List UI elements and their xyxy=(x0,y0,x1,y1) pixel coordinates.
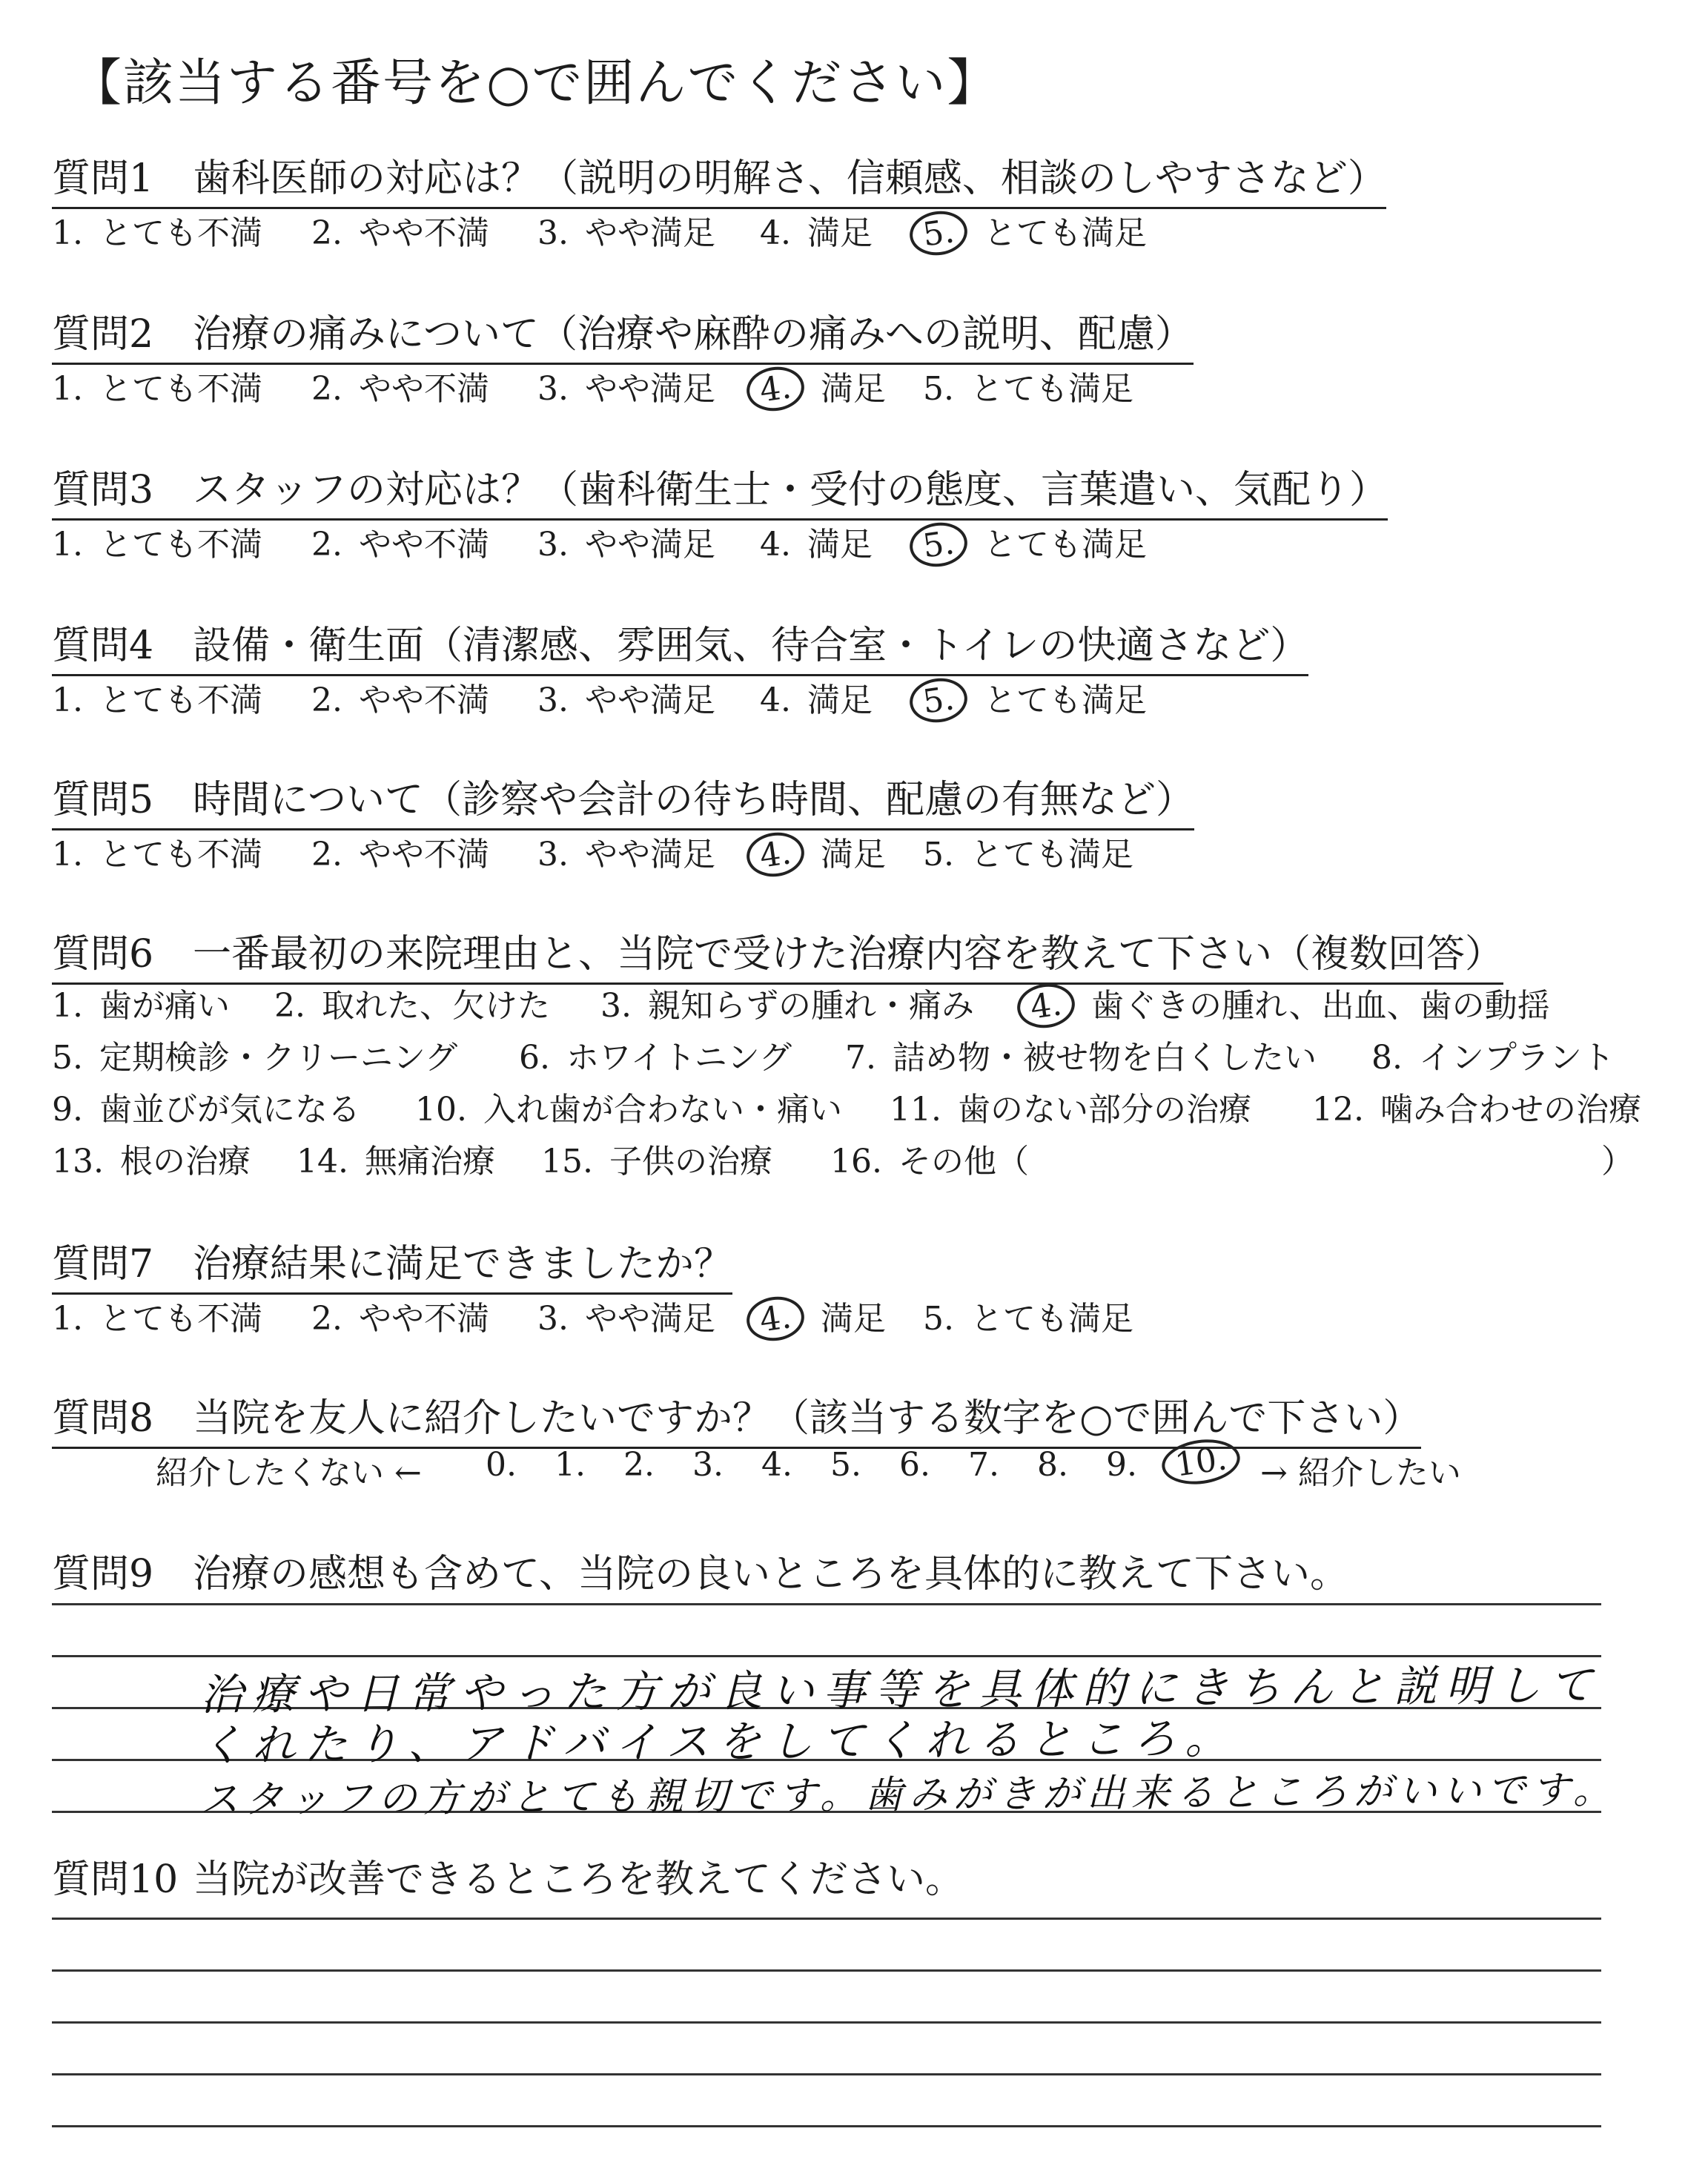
option-label: とても不満 xyxy=(99,1300,262,1338)
rating-option-4-selected[interactable] xyxy=(757,362,886,410)
option-label: やや不満 xyxy=(358,681,489,719)
option-label: とても満足 xyxy=(983,214,1147,252)
rating-option-3[interactable] xyxy=(537,206,715,254)
answer-line xyxy=(52,2125,1601,2127)
question-4-heading xyxy=(52,614,1308,676)
option-number: 1. xyxy=(52,214,83,252)
option-label: 取れた、欠けた xyxy=(321,987,550,1025)
option-number: 1. xyxy=(52,681,83,719)
question-number: 質問5 xyxy=(52,778,154,822)
question-number: 質問2 xyxy=(52,312,154,357)
question-5-heading xyxy=(52,768,1194,830)
q6-option-5[interactable] xyxy=(52,1031,457,1078)
option-label: やや満足 xyxy=(584,526,715,564)
scale-value-6[interactable]: 6. xyxy=(899,1446,930,1484)
option-number: 2. xyxy=(311,526,342,564)
answer-line xyxy=(52,1603,1601,1605)
question-2-heading xyxy=(52,303,1194,365)
q6-option-10[interactable] xyxy=(415,1083,842,1130)
rating-option-2[interactable] xyxy=(311,518,489,565)
question-number: 質問10 xyxy=(52,1857,179,1902)
handwritten-answer-line-2: くれたり、アドバイスをしてくれるところ。 xyxy=(199,1713,1237,1771)
q6-option-13[interactable] xyxy=(52,1135,251,1182)
option-label: とても不満 xyxy=(99,836,262,873)
handwritten-answer-line-3: スタッフの方がとても親切です。歯みがきが出来るところがいいです。 xyxy=(199,1768,1618,1823)
question-text: 時間について（診察や会計の待ち時間、配慮の有無など） xyxy=(193,778,1194,822)
option-number: 3. xyxy=(537,681,569,719)
question-9-heading xyxy=(52,1542,1348,1602)
rating-option-4[interactable] xyxy=(760,518,873,565)
q6-option-4-selected[interactable] xyxy=(1027,979,1550,1027)
rating-option-5-selected[interactable] xyxy=(920,673,1147,721)
q6-option-7[interactable] xyxy=(845,1031,1317,1078)
scale-value-4[interactable]: 4. xyxy=(761,1446,792,1484)
option-number: 6. xyxy=(519,1039,550,1077)
option-label: 入れ歯が合わない・痛い xyxy=(483,1091,842,1129)
option-label: とても不満 xyxy=(99,526,262,564)
selected-circle: 4. xyxy=(744,829,807,880)
option-label: とても満足 xyxy=(970,370,1133,408)
question-number: 質問4 xyxy=(52,624,154,668)
question-7-heading xyxy=(52,1232,732,1295)
option-label: やや不満 xyxy=(358,526,489,564)
option-number: 2. xyxy=(311,681,342,719)
option-number: 9. xyxy=(52,1091,83,1129)
rating-option-5[interactable] xyxy=(923,828,1133,875)
handwritten-answer-line-1: 治療や日常やった方が良い事等を具体的にきちんと説明して xyxy=(199,1659,1602,1720)
option-label: ） xyxy=(1601,1143,1634,1180)
option-label: やや満足 xyxy=(584,681,715,719)
option-number: 3. xyxy=(600,987,632,1025)
question-number: 質問6 xyxy=(52,932,154,977)
q6-option-12[interactable] xyxy=(1312,1083,1641,1130)
scale-value-8[interactable]: 8. xyxy=(1037,1446,1068,1484)
option-number: 4. xyxy=(760,681,791,719)
option-label: 定期検診・クリーニング xyxy=(99,1039,458,1077)
scale-value-5[interactable]: 5. xyxy=(830,1446,861,1484)
option-label: 無痛治療 xyxy=(364,1143,495,1180)
option-label: 子供の治療 xyxy=(609,1143,772,1180)
scale-value-3[interactable]: 3. xyxy=(692,1446,724,1484)
option-number: 3. xyxy=(537,1300,569,1338)
rating-option-5[interactable] xyxy=(923,1292,1133,1339)
scale-value-7[interactable]: 7. xyxy=(968,1446,999,1484)
q6-option-3[interactable] xyxy=(600,979,974,1026)
scale-value-1[interactable]: 1. xyxy=(555,1446,586,1484)
option-label: とても満足 xyxy=(983,681,1147,719)
option-number: 2. xyxy=(311,836,342,873)
answer-line xyxy=(52,1969,1601,1972)
option-label: とても満足 xyxy=(983,526,1147,564)
option-number: 4. xyxy=(760,526,791,564)
q6-option-6[interactable] xyxy=(519,1031,792,1078)
option-number: 15. xyxy=(541,1143,593,1180)
option-label: とても不満 xyxy=(99,370,262,408)
q6-option-1[interactable] xyxy=(52,979,230,1026)
option-number: 10. xyxy=(415,1091,467,1129)
rating-option-2[interactable] xyxy=(311,673,489,721)
rating-option-1[interactable] xyxy=(52,1292,262,1339)
option-number: 5. xyxy=(923,836,954,873)
option-label: 歯のない部分の治療 xyxy=(957,1091,1251,1129)
option-label: やや満足 xyxy=(584,214,715,252)
scale-value-9[interactable]: 9. xyxy=(1106,1446,1137,1484)
option-number: 13. xyxy=(52,1143,104,1180)
rating-option-2[interactable] xyxy=(311,362,489,409)
option-label: 満足 xyxy=(820,1300,886,1338)
option-label: 歯並びが気になる xyxy=(99,1091,360,1129)
option-label: やや不満 xyxy=(358,836,489,873)
selected-circle: 5. xyxy=(907,519,970,570)
selected-circle: 4. xyxy=(1014,980,1077,1031)
option-label: やや満足 xyxy=(584,1300,715,1338)
q6-option-8[interactable] xyxy=(1371,1031,1615,1078)
question-1-heading xyxy=(52,147,1386,209)
rating-option-1[interactable] xyxy=(52,206,262,254)
question-number: 質問3 xyxy=(52,468,154,512)
option-label: とても不満 xyxy=(99,681,262,719)
option-label: やや満足 xyxy=(584,370,715,408)
option-number: 14. xyxy=(297,1143,348,1180)
q6-option-11[interactable] xyxy=(890,1083,1251,1130)
rating-option-4-selected[interactable] xyxy=(757,828,886,876)
option-label: とても満足 xyxy=(970,836,1133,873)
question-number: 質問1 xyxy=(52,156,154,201)
option-label: やや満足 xyxy=(584,836,715,873)
q6-option-9[interactable] xyxy=(52,1083,360,1130)
question-number: 質問7 xyxy=(52,1242,154,1287)
rating-option-2[interactable] xyxy=(311,828,489,875)
option-number: 11. xyxy=(890,1091,941,1129)
option-label: インプラント xyxy=(1418,1039,1615,1077)
answer-line xyxy=(52,2021,1601,2024)
question-text: 歯科医師の対応は？（説明の明解さ、信頼感、相談のしやすさなど） xyxy=(193,156,1386,201)
option-label: 根の治療 xyxy=(119,1143,251,1180)
option-label: 満足 xyxy=(820,836,886,873)
option-label: 親知らずの腫れ・痛み xyxy=(647,987,974,1025)
option-number: 5. xyxy=(923,370,954,408)
option-label: 詰め物・被せ物を白くしたい xyxy=(892,1039,1317,1077)
rating-option-2[interactable] xyxy=(311,1292,489,1339)
option-number: 3. xyxy=(537,370,569,408)
question-text: 治療の感想も含めて、当院の良いところを具体的に教えて下さい。 xyxy=(193,1552,1348,1596)
rating-option-3[interactable] xyxy=(537,828,715,875)
option-number: 2. xyxy=(311,1300,342,1338)
option-number: 12. xyxy=(1312,1091,1364,1129)
rating-option-3[interactable] xyxy=(537,362,715,409)
option-number: 2. xyxy=(311,370,342,408)
option-label: 歯ぐきの腫れ、出血、歯の動揺 xyxy=(1090,987,1550,1025)
option-label: その他（ xyxy=(898,1143,1029,1180)
question-3-heading xyxy=(52,458,1388,521)
rating-option-3[interactable] xyxy=(537,1292,715,1339)
scale-right-label: → 紹介したい xyxy=(1260,1454,1461,1492)
rating-option-1[interactable] xyxy=(52,518,262,565)
question-text: 設備・衛生面（清潔感、雰囲気、待合室・トイレの快適さなど） xyxy=(193,624,1309,668)
rating-option-1[interactable] xyxy=(52,828,262,875)
answer-line xyxy=(52,1918,1601,1920)
option-label: やや不満 xyxy=(358,370,489,408)
scale-value-0[interactable]: 0. xyxy=(486,1446,517,1484)
option-number: 8. xyxy=(1371,1039,1403,1077)
question-text: 当院を友人に紹介したいですか？（該当する数字を○で囲んで下さい） xyxy=(193,1396,1422,1441)
option-label: やや不満 xyxy=(358,1300,489,1338)
option-number: 1. xyxy=(52,1300,83,1338)
question-text: 治療の痛みについて（治療や麻酔の痛みへの説明、配慮） xyxy=(193,312,1194,357)
rating-option-2[interactable] xyxy=(311,206,489,254)
option-number: 3. xyxy=(537,836,569,873)
q6-option-14[interactable] xyxy=(297,1135,495,1182)
option-number: 7. xyxy=(845,1039,876,1077)
option-number: 5. xyxy=(52,1039,83,1077)
scale-value-10-selected[interactable]: 10. xyxy=(1159,1435,1242,1489)
page-title: 【該当する番号を○で囲んでください】 xyxy=(71,54,999,113)
option-number: 3. xyxy=(537,526,569,564)
option-label: 噛み合わせの治療 xyxy=(1380,1091,1641,1129)
option-label: 満足 xyxy=(807,681,873,719)
question-number: 質問9 xyxy=(52,1552,154,1596)
question-text: スタッフの対応は？（歯科衛生士・受付の態度、言葉遣い、気配り） xyxy=(193,468,1388,512)
rating-option-5-selected[interactable] xyxy=(920,518,1147,566)
rating-option-1[interactable] xyxy=(52,362,262,409)
rating-option-4-selected[interactable] xyxy=(757,1292,886,1340)
q6-option-16[interactable] xyxy=(830,1135,1029,1182)
rating-option-1[interactable] xyxy=(52,673,262,721)
option-number: 16. xyxy=(830,1143,882,1180)
question-number: 質問8 xyxy=(52,1396,154,1441)
option-label: やや不満 xyxy=(358,214,489,252)
question-text: 一番最初の来院理由と、当院で受けた治療内容を教えて下さい（複数回答） xyxy=(193,932,1504,977)
scale-left-label: 紹介したくない ← xyxy=(156,1454,422,1492)
question-text: 当院が改善できるところを教えてください。 xyxy=(193,1857,964,1902)
option-number: 1. xyxy=(52,836,83,873)
q6-option-2[interactable] xyxy=(274,979,550,1026)
question-6-heading xyxy=(52,922,1503,985)
option-label: とても不満 xyxy=(99,214,262,252)
option-label: とても満足 xyxy=(970,1300,1133,1338)
option-label: ホワイトニング xyxy=(566,1039,792,1077)
rating-option-3[interactable] xyxy=(537,518,715,565)
option-label: 満足 xyxy=(807,526,873,564)
option-number: 1. xyxy=(52,370,83,408)
option-number: 2. xyxy=(311,214,342,252)
q6-other-close-paren xyxy=(1601,1135,1634,1182)
rating-option-4[interactable] xyxy=(760,673,873,721)
scale-value-2[interactable]: 2. xyxy=(623,1446,655,1484)
option-number: 5. xyxy=(923,1300,954,1338)
rating-option-5-selected[interactable] xyxy=(920,206,1147,254)
option-label: 満足 xyxy=(807,214,873,252)
q6-option-15[interactable] xyxy=(541,1135,772,1182)
option-number: 3. xyxy=(537,214,569,252)
rating-option-5[interactable] xyxy=(923,362,1133,409)
rating-option-3[interactable] xyxy=(537,673,715,721)
question-10-heading xyxy=(52,1848,964,1908)
rating-option-4[interactable] xyxy=(760,206,873,254)
selected-circle: 4. xyxy=(744,1293,807,1344)
option-label: 歯が痛い xyxy=(99,987,230,1025)
question-text: 治療結果に満足できましたか？ xyxy=(193,1242,733,1287)
selected-circle: 5. xyxy=(907,675,970,726)
option-number: 1. xyxy=(52,526,83,564)
option-number: 4. xyxy=(760,214,791,252)
option-number: 2. xyxy=(274,987,305,1025)
selected-circle: 5. xyxy=(907,208,970,259)
selected-circle: 4. xyxy=(744,363,807,415)
option-number: 1. xyxy=(52,987,83,1025)
answer-line xyxy=(52,2073,1601,2075)
option-label: 満足 xyxy=(820,370,886,408)
